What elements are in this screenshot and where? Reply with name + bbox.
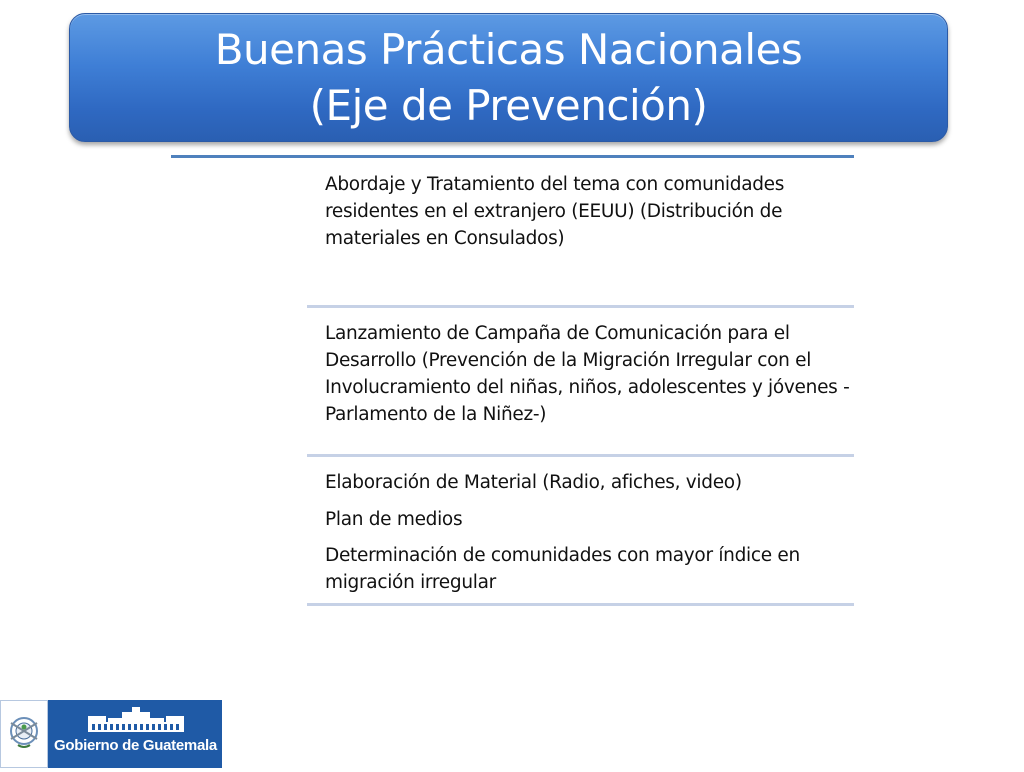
logo-text: Gobierno de Guatemala xyxy=(54,737,217,754)
item-text: Determinación de comunidades con mayor índice en migración irregular xyxy=(325,545,800,593)
item-text: Lanzamiento de Campaña de Comunicación para el Desarrollo (Prevención de la Migración Irregular con el Involucramiento del niñas, niños, adolescentes y jóvenes -Parlamento de la Niñez-) xyxy=(325,323,850,425)
item-text: Abordaje y Tratamiento del tema con comunidades residentes en el extranjero (EEUU) (Distribución de materiales en Consulados) xyxy=(325,174,785,249)
title-banner xyxy=(69,13,948,142)
coat-of-arms-icon xyxy=(0,700,48,768)
list-item xyxy=(307,457,854,606)
list-item xyxy=(307,158,854,308)
list-item xyxy=(307,308,854,457)
row-divider xyxy=(307,603,854,606)
title-line-1: Buenas Prácticas Nacionales xyxy=(214,24,803,74)
title-line-2: (Eje de Prevención) xyxy=(309,80,708,130)
logo-banner xyxy=(48,700,222,768)
item-text: Elaboración de Material (Radio, afiches, video) xyxy=(325,472,742,493)
item-text: Plan de medios xyxy=(325,509,463,530)
government-logo xyxy=(0,700,222,768)
